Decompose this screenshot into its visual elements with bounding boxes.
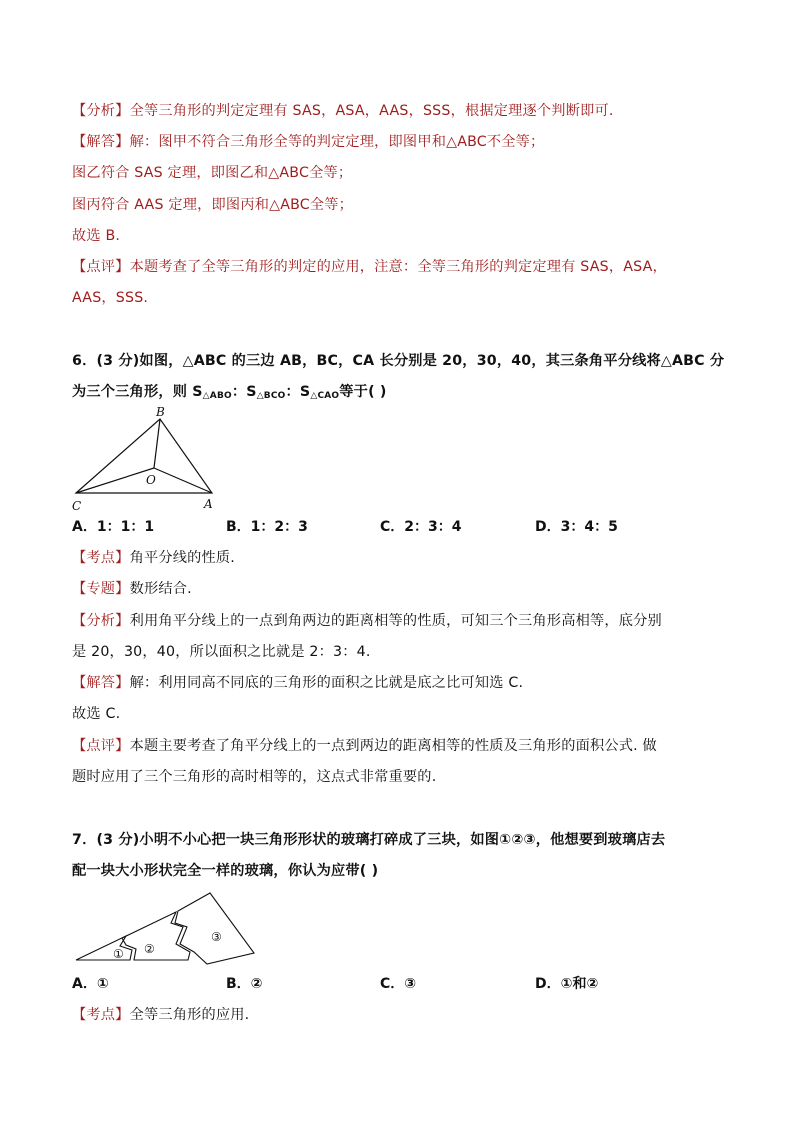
q6-sep-1: ：S [231, 384, 257, 400]
answer-tag: 【解答】 [72, 675, 130, 691]
q6-kaodian-line [72, 548, 235, 568]
kaodian-text: 角平分线的性质. [129, 550, 235, 566]
q6-stem-pre: 为三个三角形，则 S [72, 384, 203, 400]
piece-1-label: ① [113, 947, 124, 961]
comment-text: 本题主要考查了角平分线上的一点到两边的距离相等的性质及三角形的面积公式. 做 [129, 738, 657, 754]
answer-text: 解：图甲不符合三角形全等的判定定理，即图甲和△ABC不全等； [129, 134, 545, 150]
analysis-tag: 【分析】 [72, 613, 130, 629]
q6-option-a[interactable]: A．1：1：1 [72, 519, 155, 535]
piece-2-label: ② [144, 942, 155, 956]
q7-option-a[interactable]: A．① [72, 976, 109, 992]
q6-sub-cao: △CAO [310, 391, 340, 401]
q6-sub-bco: △BCO [256, 391, 286, 401]
comment-line [72, 257, 667, 277]
analysis-tag: 【分析】 [72, 103, 130, 119]
analysis-text: 全等三角形的判定定理有 SAS，ASA，AAS，SSS，根据定理逐个判断即可. [129, 103, 614, 119]
answer-line-3: 图丙符合 AAS 定理，即图丙和△ABC全等； [72, 197, 354, 213]
q6-stem-line-1: 6．(3 分)如图，△ABC 的三边 AB，BC，CA 长分别是 20，30，40，其三条角平分线将△ABC 分 [72, 353, 725, 369]
q7-kaodian-line [72, 1005, 249, 1025]
answer-line-4: 故选 B. [72, 228, 121, 244]
comment-text: 本题考查了全等三角形的判定的应用，注意：全等三角形的判定定理有 SAS，ASA， [129, 259, 667, 275]
q6-option-b[interactable]: B．1：2：3 [226, 519, 308, 535]
comment-tag: 【点评】 [72, 738, 130, 754]
kaodian-text: 全等三角形的应用. [129, 1007, 250, 1023]
q6-answer-line-2: 故选 C. [72, 706, 121, 722]
comment-line-2: AAS，SSS. [72, 290, 149, 306]
q7-option-b[interactable]: B．② [226, 976, 263, 992]
answer-line-2: 图乙符合 SAS 定理，即图乙和△ABC全等； [72, 165, 353, 181]
q6-sep-2: ：S [285, 384, 311, 400]
glass-piece-2 [122, 912, 190, 960]
label-c: C [72, 499, 82, 513]
q6-triangle-figure [66, 402, 226, 514]
bisector-co [76, 468, 154, 493]
label-b: B [156, 405, 165, 419]
zhuanti-text: 数形结合. [129, 581, 192, 597]
label-o: O [146, 473, 156, 487]
q6-option-d[interactable]: D．3：4：5 [535, 519, 618, 535]
q6-sub-abo: △ABO [202, 391, 232, 401]
kaodian-tag: 【考点】 [72, 550, 130, 566]
q6-analysis-line-2: 是 20，30，40，所以面积之比就是 2：3：4. [72, 644, 371, 660]
q7-option-d[interactable]: D．①和② [535, 976, 599, 992]
piece-3-label: ③ [211, 930, 222, 944]
q6-analysis-line [72, 611, 662, 631]
zhuanti-tag: 【专题】 [72, 581, 130, 597]
q6-comment-line-2: 题时应用了三个三角形的高时相等的，这点式非常重要的. [72, 769, 437, 785]
kaodian-tag: 【考点】 [72, 1007, 130, 1023]
answer-text: 解：利用同高不同底的三角形的面积之比就是底之比可知选 C. [129, 675, 524, 691]
q7-glass-figure [70, 890, 256, 966]
comment-tag: 【点评】 [72, 259, 130, 275]
q7-option-c[interactable]: C．③ [380, 976, 417, 992]
triangle-abc [76, 419, 212, 493]
q6-zhuanti-line [72, 579, 192, 599]
analysis-text: 利用角平分线上的一点到角两边的距离相等的性质，可知三个三角形高相等，底分别 [129, 613, 662, 629]
glass-piece-3 [175, 893, 254, 964]
label-a: A [204, 497, 213, 511]
q6-option-c[interactable]: C．2：3：4 [380, 519, 462, 535]
q6-stem-post: 等于( ) [339, 384, 387, 400]
analysis-line [72, 101, 614, 121]
answer-tag: 【解答】 [72, 134, 130, 150]
bisector-bo [154, 419, 160, 468]
q6-comment-line [72, 736, 657, 756]
answer-line [72, 132, 544, 152]
q6-answer-line [72, 673, 523, 693]
q7-stem-line-2: 配一块大小形状完全一样的玻璃，你认为应带( ) [72, 863, 379, 879]
q7-stem-line-1: 7．(3 分)小明不小心把一块三角形形状的玻璃打碎成了三块，如图①②③，他想要到玻璃店去 [72, 832, 666, 848]
